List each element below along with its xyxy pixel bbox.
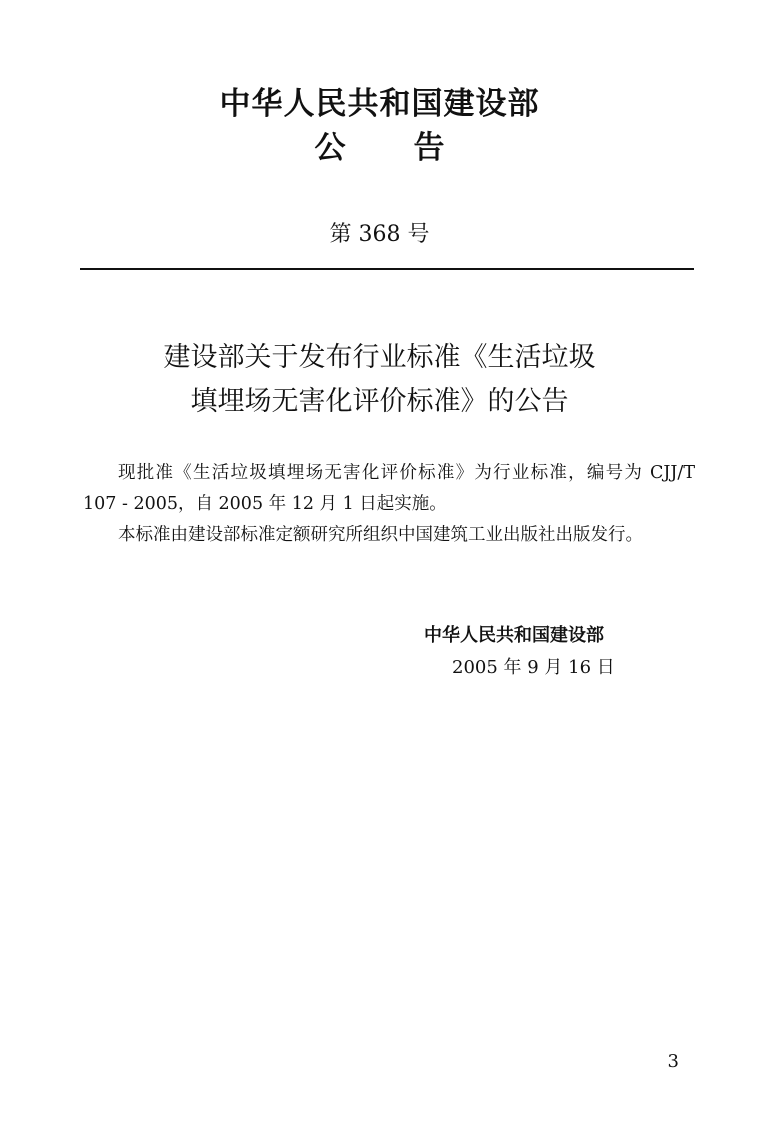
announcement-body	[83, 458, 695, 551]
announcement-title	[0, 336, 759, 424]
header-divider	[80, 268, 694, 270]
body-paragraph-2: 本标准由建设部标准定额研究所组织中国建筑工业出版社出版发行。	[118, 525, 643, 545]
issuer-heading: 中华人民共和国建设部	[219, 86, 540, 122]
signature-block	[424, 620, 684, 684]
body-paragraph-1: 现批准《生活垃圾填埋场无害化评价标准》为行业标准，编号为 CJJ/T 107 - 2005，自 2005 年 12 月 1 日起实施。	[83, 463, 695, 514]
title-line-2: 填埋场无害化评价标准》的公告	[190, 386, 569, 417]
notice-heading: 公告	[314, 130, 513, 166]
announcement-number: 第 368 号	[329, 222, 430, 247]
signature-organization: 中华人民共和国建设部	[424, 625, 604, 646]
signature-date: 2005 年 9 月 16 日	[452, 657, 615, 678]
page-number: 3	[667, 1051, 679, 1072]
title-line-1: 建设部关于发布行业标准《生活垃圾	[163, 342, 596, 373]
